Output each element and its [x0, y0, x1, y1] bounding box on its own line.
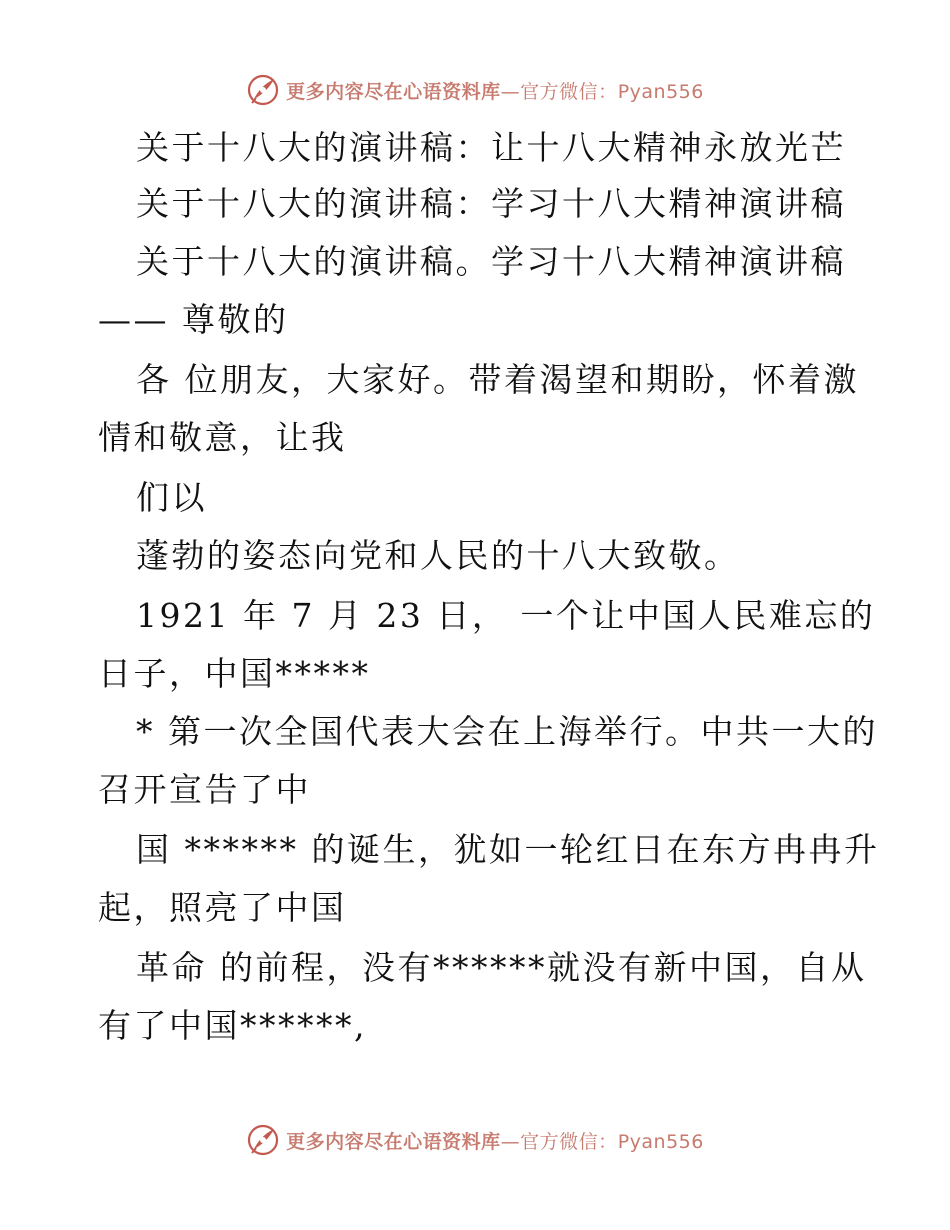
body-line: 蓬勃的姿态向党和人民的十八大致敬。 [136, 536, 740, 575]
body-line: * 第一次全国代表大会在上海举行。中共一大的 [136, 712, 878, 751]
watermark-text [286, 1127, 704, 1154]
watermark-wechat-id: Pyan556 [617, 80, 704, 103]
body-line: 情和敬意，让我 [98, 418, 347, 457]
body-line: 有了中国******, [98, 1006, 367, 1045]
watermark-site-text: 更多内容尽在心语资料库 [286, 1130, 501, 1153]
watermark-text [286, 77, 704, 104]
body-line: 国 ****** 的诞生，犹如一轮红日在东方冉冉升 [136, 830, 880, 869]
quill-pen-logo-icon [246, 1123, 280, 1157]
body-line: —— 尊敬的 [98, 300, 289, 339]
body-line: 召开宣告了中 [98, 770, 311, 809]
watermark-separator: — [500, 1130, 521, 1153]
watermark-separator: — [500, 80, 521, 103]
body-line: 各 位朋友，大家好。带着渴望和期盼，怀着激 [136, 360, 859, 399]
body-line: 起，照亮了中国 [98, 888, 347, 927]
body-line: 革命 的前程，没有******就没有新中国，自从 [136, 948, 867, 987]
body-line: 1921 年 7 月 23 日， 一个让中国人民难忘的 [136, 596, 876, 635]
watermark-wechat-id: Pyan556 [617, 1130, 704, 1153]
header-watermark [0, 70, 950, 110]
body-line: 关于十八大的演讲稿：学习十八大精神演讲稿 [136, 184, 846, 223]
body-line: 日子，中国***** [98, 654, 371, 693]
body-line: 关于十八大的演讲稿：让十八大精神永放光芒 [136, 128, 846, 167]
watermark-official-label: 官方微信： [520, 1130, 618, 1153]
quill-pen-logo-icon [246, 73, 280, 107]
watermark-official-label: 官方微信： [520, 80, 618, 103]
body-line: 们以 [136, 478, 207, 517]
footer-watermark [0, 1120, 950, 1160]
body-line: 关于十八大的演讲稿。学习十八大精神演讲稿 [136, 242, 846, 281]
watermark-site-text: 更多内容尽在心语资料库 [286, 80, 501, 103]
